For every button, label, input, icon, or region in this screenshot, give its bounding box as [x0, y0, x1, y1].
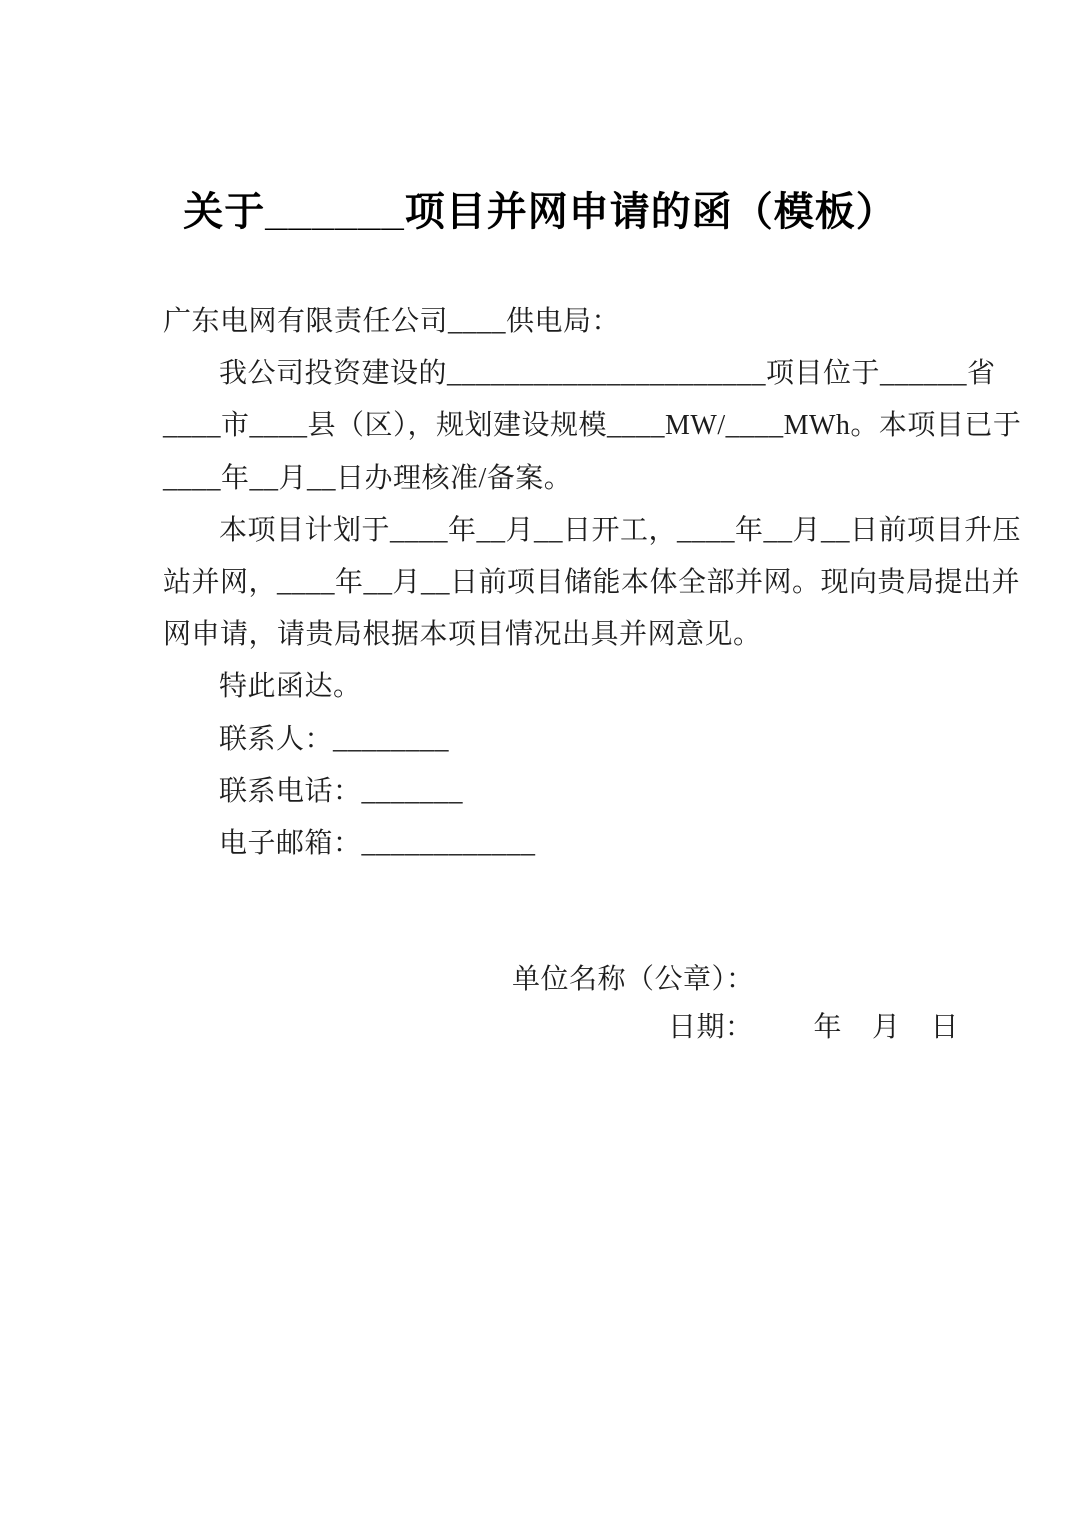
signature-company-line: 单位名称（公章）：: [512, 964, 755, 995]
contact-phone-line: 联系电话：_______: [219, 775, 464, 807]
paragraph-1-line-2: ____市____县（区），规划建设规模____MW/____MWh。本项目已于: [163, 410, 1022, 442]
paragraph-1-line-3: ____年__月__日办理核准/备案。: [163, 462, 573, 494]
paragraph-2-line-1: 本项目计划于____年__月__日开工，____年__月__日前项目升压: [219, 514, 1022, 546]
contact-person-line: 联系人：________: [219, 723, 450, 755]
paragraph-2-line-2: 站并网，____年__月__日前项目储能本体全部并网。现向贵局提出并: [163, 566, 1021, 598]
closing-line: 特此函达。: [219, 671, 362, 703]
document-body: [163, 296, 1022, 870]
paragraph-1-line-1: 我公司投资建设的______________________项目位于______省: [219, 358, 996, 390]
signature-date-line: 日期： 年 月 日: [668, 1012, 960, 1043]
salutation-line: 广东电网有限责任公司____供电局：: [163, 306, 621, 337]
contact-email-line: 电子邮箱：____________: [219, 827, 536, 859]
paragraph-2-line-3: 网申请，请贵局根据本项目情况出具并网意见。: [163, 619, 762, 651]
document-title: 关于______项目并网申请的函（模板）: [183, 190, 897, 234]
